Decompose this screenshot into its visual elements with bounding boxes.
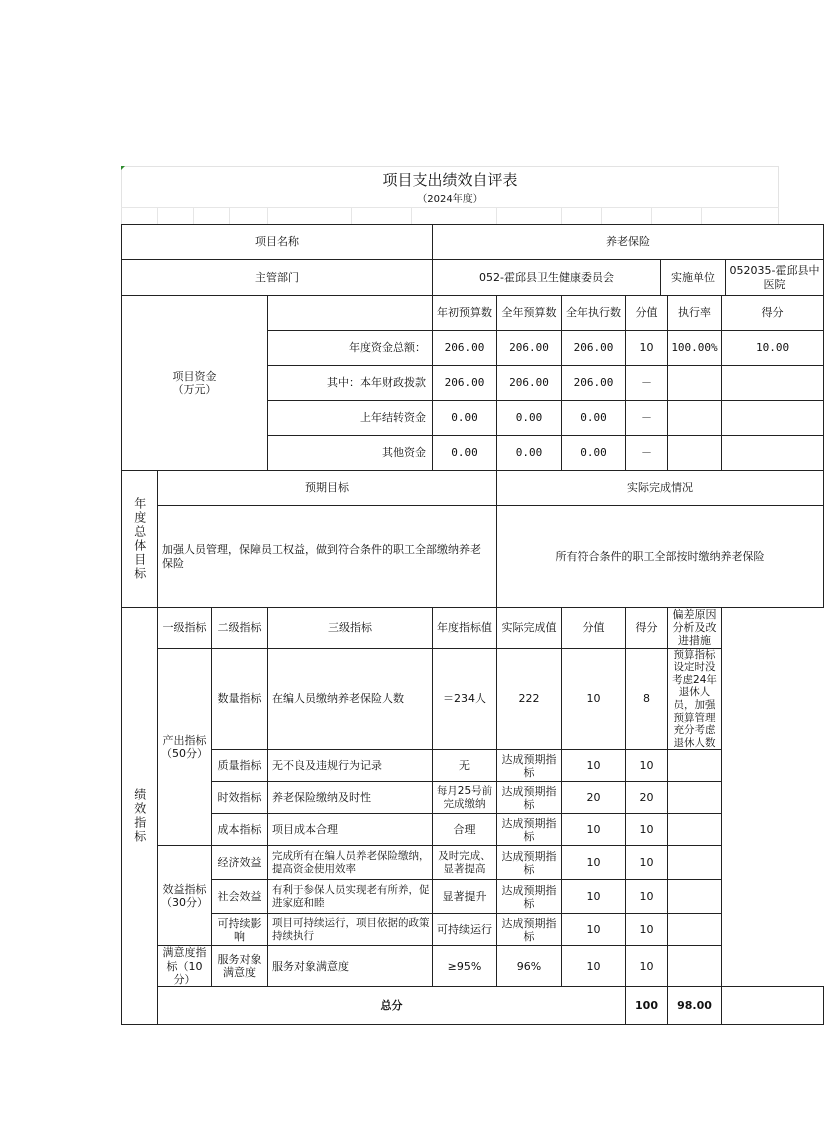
indicator-actual: 96% bbox=[497, 946, 562, 987]
indicator-level3: 养老保险缴纳及时性 bbox=[268, 782, 433, 814]
goals-expected-text: 加强人员管理，保障员工权益，做到符合条件的职工全部缴纳养老保险 bbox=[158, 506, 497, 608]
indicator-target: 显著提升 bbox=[433, 880, 497, 914]
indicators-section-label: 绩效指标 bbox=[132, 787, 147, 844]
indicator-value: 10 bbox=[562, 880, 626, 914]
goals-section-label: 年度总体目标 bbox=[132, 497, 147, 581]
project-row bbox=[122, 225, 824, 260]
funds-row-value: － bbox=[626, 436, 668, 471]
indicator-actual: 达成预期指标 bbox=[497, 814, 562, 846]
funds-row-value: － bbox=[626, 401, 668, 436]
funds-row-score bbox=[722, 401, 824, 436]
funds-row-budget: 0.00 bbox=[433, 436, 497, 471]
funds-row-label: 其中：本年财政拨款 bbox=[268, 366, 433, 401]
project-value: 养老保险 bbox=[433, 225, 824, 260]
indicator-value: 10 bbox=[562, 648, 626, 750]
indicator-level3: 项目成本合理 bbox=[268, 814, 433, 846]
funds-row-value: 10 bbox=[626, 331, 668, 366]
indicator-reason bbox=[668, 846, 722, 880]
indicators-header-level3: 三级指标 bbox=[268, 608, 433, 649]
indicator-reason bbox=[668, 750, 722, 782]
indicator-value: 10 bbox=[562, 750, 626, 782]
goals-actual-text: 所有符合条件的职工全部按时缴纳养老保险 bbox=[497, 506, 824, 608]
page-title: 项目支出绩效自评表 bbox=[382, 171, 518, 189]
impl-unit-label: 实施单位 bbox=[661, 260, 726, 295]
funds-row-executed: 0.00 bbox=[562, 436, 626, 471]
indicator-actual: 222 bbox=[497, 648, 562, 750]
indicator-row bbox=[122, 846, 824, 880]
indicator-row bbox=[122, 914, 824, 946]
page-subtitle: （2024年度） bbox=[417, 194, 483, 205]
funds-row-label: 上年结转资金 bbox=[268, 401, 433, 436]
funds-row-label: 其他资金 bbox=[268, 436, 433, 471]
indicators-header-actual: 实际完成值 bbox=[497, 608, 562, 649]
department-row bbox=[122, 260, 824, 296]
funds-row-label: 年度资金总额： bbox=[268, 331, 433, 366]
funds-row-score: 10.00 bbox=[722, 331, 824, 366]
funds-row-budget: 206.00 bbox=[433, 331, 497, 366]
indicator-reason: 预算指标设定时没考虑24年退休人员，加强预算管理充分考虑退休人数 bbox=[668, 648, 722, 750]
indicator-level2: 数量指标 bbox=[212, 648, 268, 750]
funds-header-annual: 全年预算数 bbox=[497, 296, 562, 331]
funds-row-budget: 206.00 bbox=[433, 366, 497, 401]
funds-header-row bbox=[122, 296, 824, 331]
indicator-actual: 达成预期指标 bbox=[497, 750, 562, 782]
indicator-level2: 时效指标 bbox=[212, 782, 268, 814]
indicator-row bbox=[122, 648, 824, 750]
funds-header-blank bbox=[268, 296, 433, 331]
indicator-score: 10 bbox=[626, 846, 668, 880]
project-label: 项目名称 bbox=[122, 225, 433, 260]
total-row bbox=[122, 986, 824, 1024]
funds-section-label: 项目资金 （万元） bbox=[122, 296, 268, 471]
indicator-value: 10 bbox=[562, 914, 626, 946]
funds-row-score bbox=[722, 366, 824, 401]
funds-row-annual: 0.00 bbox=[497, 401, 562, 436]
goals-actual-header: 实际完成情况 bbox=[497, 471, 824, 506]
funds-row-score bbox=[722, 436, 824, 471]
indicator-level3: 有利于参保人员实现老有所养，促进家庭和睦 bbox=[268, 880, 433, 914]
indicator-level1: 满意度指标（10分） bbox=[158, 946, 212, 987]
funds-row-annual: 206.00 bbox=[497, 366, 562, 401]
indicator-level3: 在编人员缴纳养老保险人数 bbox=[268, 648, 433, 750]
funds-row-rate bbox=[668, 436, 722, 471]
funds-row-executed: 206.00 bbox=[562, 366, 626, 401]
indicator-score: 8 bbox=[626, 648, 668, 750]
indicators-header-value: 分值 bbox=[562, 608, 626, 649]
indicator-score: 10 bbox=[626, 880, 668, 914]
indicator-row bbox=[122, 880, 824, 914]
goals-content-row bbox=[122, 506, 824, 608]
indicator-value: 10 bbox=[562, 946, 626, 987]
funds-header-executed: 全年执行数 bbox=[562, 296, 626, 331]
indicator-reason bbox=[668, 814, 722, 846]
indicators-header-score: 得分 bbox=[626, 608, 668, 649]
indicator-level3: 无不良及违规行为记录 bbox=[268, 750, 433, 782]
indicator-level3: 服务对象满意度 bbox=[268, 946, 433, 987]
department-label: 主管部门 bbox=[122, 260, 433, 296]
total-label: 总分 bbox=[158, 986, 626, 1024]
indicators-header-level2: 二级指标 bbox=[212, 608, 268, 649]
funds-header-score: 得分 bbox=[722, 296, 824, 331]
funds-row-rate bbox=[668, 401, 722, 436]
indicator-target: 及时完成、显著提高 bbox=[433, 846, 497, 880]
indicator-level2: 可持续影响 bbox=[212, 914, 268, 946]
indicator-level2: 质量指标 bbox=[212, 750, 268, 782]
indicator-score: 10 bbox=[626, 914, 668, 946]
indicator-level3: 项目可持续运行，项目依据的政策持续执行 bbox=[268, 914, 433, 946]
indicator-reason bbox=[668, 880, 722, 914]
indicator-row bbox=[122, 782, 824, 814]
indicator-reason bbox=[668, 946, 722, 987]
indicator-score: 10 bbox=[626, 946, 668, 987]
goals-header-row bbox=[122, 471, 824, 506]
indicator-actual: 达成预期指标 bbox=[497, 880, 562, 914]
indicator-target: ＝234人 bbox=[433, 648, 497, 750]
funds-header-rate: 执行率 bbox=[668, 296, 722, 331]
indicator-reason bbox=[668, 782, 722, 814]
sheet-gridlines bbox=[121, 207, 779, 224]
funds-row-value: － bbox=[626, 366, 668, 401]
indicators-header-level1: 一级指标 bbox=[158, 608, 212, 649]
evaluation-table bbox=[121, 224, 824, 1025]
indicator-score: 10 bbox=[626, 750, 668, 782]
indicator-target: 每月25号前完成缴纳 bbox=[433, 782, 497, 814]
indicator-actual: 达成预期指标 bbox=[497, 914, 562, 946]
department-value: 052-霍邱县卫生健康委员会 bbox=[433, 260, 661, 295]
indicator-level2: 服务对象满意度 bbox=[212, 946, 268, 987]
funds-row-annual: 0.00 bbox=[497, 436, 562, 471]
funds-row-executed: 0.00 bbox=[562, 401, 626, 436]
goals-expected-header: 预期目标 bbox=[158, 471, 497, 506]
indicator-level2: 成本指标 bbox=[212, 814, 268, 846]
indicator-score: 20 bbox=[626, 782, 668, 814]
indicator-row bbox=[122, 750, 824, 782]
funds-row-executed: 206.00 bbox=[562, 331, 626, 366]
funds-header-budget: 年初预算数 bbox=[433, 296, 497, 331]
funds-header-value: 分值 bbox=[626, 296, 668, 331]
impl-unit-value: 052035-霍邱县中医院 bbox=[729, 264, 820, 291]
indicator-target: 无 bbox=[433, 750, 497, 782]
funds-row-rate bbox=[668, 366, 722, 401]
indicator-row bbox=[122, 814, 824, 846]
indicators-header-reason: 偏差原因分析及改进措施 bbox=[668, 608, 722, 649]
indicator-level1: 产出指标 （50分） bbox=[158, 648, 212, 846]
funds-row-budget: 0.00 bbox=[433, 401, 497, 436]
indicator-actual: 达成预期指标 bbox=[497, 782, 562, 814]
funds-row-rate: 100.00% bbox=[668, 331, 722, 366]
indicator-row bbox=[122, 946, 824, 987]
indicator-level2: 社会效益 bbox=[212, 880, 268, 914]
indicator-target: 合理 bbox=[433, 814, 497, 846]
indicator-target: 可持续运行 bbox=[433, 914, 497, 946]
indicator-level1: 效益指标 （30分） bbox=[158, 846, 212, 946]
total-score: 98.00 bbox=[668, 986, 722, 1024]
indicator-actual: 达成预期指标 bbox=[497, 846, 562, 880]
indicator-score: 10 bbox=[626, 814, 668, 846]
total-value: 100 bbox=[626, 986, 668, 1024]
total-blank bbox=[722, 986, 824, 1024]
indicator-value: 10 bbox=[562, 814, 626, 846]
indicator-target: ≥95% bbox=[433, 946, 497, 987]
indicators-header-row bbox=[122, 608, 824, 649]
indicator-level2: 经济效益 bbox=[212, 846, 268, 880]
funds-row-annual: 206.00 bbox=[497, 331, 562, 366]
indicator-value: 20 bbox=[562, 782, 626, 814]
indicators-header-target: 年度指标值 bbox=[433, 608, 497, 649]
indicator-level3: 完成所有在编人员养老保险缴纳，提高资金使用效率 bbox=[268, 846, 433, 880]
indicator-reason bbox=[668, 914, 722, 946]
indicator-value: 10 bbox=[562, 846, 626, 880]
